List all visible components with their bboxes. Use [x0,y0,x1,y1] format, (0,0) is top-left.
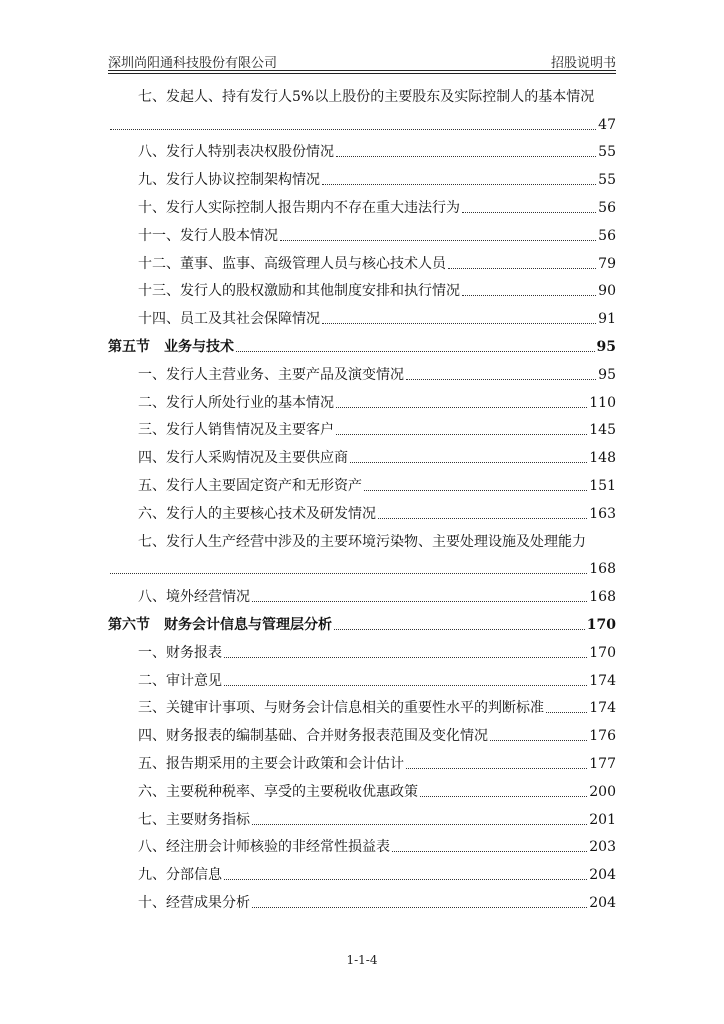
toc-entry-page: 168 [589,589,616,606]
toc-dot-leader [336,156,596,157]
toc-dot-leader [336,434,587,435]
toc-dot-leader [252,824,587,825]
toc-entry-page: 55 [598,144,616,161]
toc-entry-page: 174 [589,700,616,717]
toc-dot-leader [462,295,596,296]
toc-entry-title: 七、发行人生产经营中涉及的主要环境污染物、主要处理设施及处理能力 [138,533,586,550]
page-number: 1-1-4 [346,953,378,967]
toc-entry-page: 174 [589,672,616,689]
toc-dot-leader [110,573,587,574]
toc-entry-title: 十、发行人实际控制人报告期内不存在重大违法行为 [138,199,460,216]
toc-entry-page: 56 [598,227,616,244]
toc-entry-page: 145 [589,422,616,439]
toc-dot-leader [420,796,587,797]
toc-entry-title: 三、关键审计事项、与财务会计信息相关的重要性水平的判断标准 [138,700,544,717]
toc-entry-title: 六、发行人的主要核心技术及研发情况 [138,505,376,522]
toc-entry-page: 47 [598,116,616,133]
toc-entry[interactable] [108,666,616,694]
table-of-contents [108,82,616,916]
toc-entry-title: 一、财务报表 [138,644,222,661]
toc-entry[interactable] [108,805,616,833]
toc-entry-title: 第五节 业务与技术 [108,338,234,355]
toc-entry-title: 七、发起人、持有发行人5%以上股份的主要股东及实际控制人的基本情况 [138,88,595,105]
toc-entry[interactable] [108,249,616,277]
toc-dot-leader [224,685,587,686]
toc-entry-title: 三、发行人销售情况及主要客户 [138,422,334,439]
toc-entry-title: 七、主要财务指标 [138,811,250,828]
toc-dot-leader [236,351,595,352]
toc-entry-page: 79 [598,255,616,272]
toc-entry-title: 一、发行人主营业务、主要产品及演变情况 [138,366,404,383]
toc-entry[interactable] [108,471,616,499]
toc-entry[interactable] [108,694,616,722]
toc-entry-title: 十、经营成果分析 [138,894,250,911]
toc-dot-leader [490,740,587,741]
toc-entry-page: 163 [589,505,616,522]
toc-entry-title: 四、财务报表的编制基础、合并财务报表范围及变化情况 [138,728,488,745]
toc-entry[interactable] [108,527,616,583]
toc-entry[interactable] [108,582,616,610]
toc-entry-title: 十一、发行人股本情况 [138,227,278,244]
toc-entry[interactable] [108,833,616,861]
toc-entry-page: 176 [589,728,616,745]
toc-entry-title: 五、发行人主要固定资产和无形资产 [138,477,362,494]
toc-entry[interactable] [108,443,616,471]
toc-dot-leader [462,212,596,213]
toc-entry-title: 八、境外经营情况 [138,589,250,606]
toc-dot-leader [252,601,587,602]
toc-entry[interactable] [108,277,616,305]
toc-entry-title: 八、发行人特别表决权股份情况 [138,144,334,161]
toc-entry-page: 177 [589,755,616,772]
toc-entry-page: 204 [589,894,616,911]
toc-entry-page: 204 [589,867,616,884]
toc-dot-leader [448,268,596,269]
toc-dot-leader [110,129,596,130]
toc-entry[interactable] [108,304,616,332]
toc-dot-leader [322,184,596,185]
toc-entry[interactable] [108,360,616,388]
toc-section-entry[interactable] [108,332,616,360]
toc-entry[interactable] [108,638,616,666]
toc-entry-page: 55 [598,172,616,189]
document-title: 招股说明书 [550,56,616,71]
toc-entry[interactable] [108,499,616,527]
toc-entry-page: 95 [598,366,616,383]
toc-entry[interactable] [108,860,616,888]
page-header [108,50,616,70]
toc-entry-page: 91 [598,311,616,328]
toc-dot-leader [252,907,587,908]
toc-dot-leader [280,240,596,241]
toc-entry-title: 二、审计意见 [138,672,222,689]
toc-entry[interactable] [108,888,616,916]
toc-dot-leader [350,462,587,463]
toc-dot-leader [336,407,587,408]
header-rule-thick [108,70,616,71]
toc-entry-page: 110 [589,394,616,411]
toc-entry-page: 168 [589,561,616,578]
toc-entry-page: 203 [589,839,616,856]
toc-entry-title: 十四、员工及其社会保障情况 [138,311,320,328]
toc-entry[interactable] [108,82,616,138]
toc-entry-page: 201 [589,811,616,828]
toc-entry-page: 95 [596,338,616,355]
toc-entry[interactable] [108,416,616,444]
toc-entry[interactable] [108,221,616,249]
toc-entry-title: 四、发行人采购情况及主要供应商 [138,450,348,467]
toc-entry[interactable] [108,193,616,221]
toc-dot-leader [224,879,587,880]
toc-entry-page: 151 [589,477,616,494]
toc-dot-leader [392,851,587,852]
toc-dot-leader [334,629,585,630]
toc-dot-leader [364,490,587,491]
toc-dot-leader [378,518,587,519]
toc-entry[interactable] [108,388,616,416]
toc-entry-title: 八、经注册会计师核验的非经常性损益表 [138,839,390,856]
toc-entry[interactable] [108,777,616,805]
toc-entry-title: 五、报告期采用的主要会计政策和会计估计 [138,755,404,772]
toc-entry-page: 148 [589,450,616,467]
toc-entry-page: 90 [598,283,616,300]
toc-dot-leader [406,768,587,769]
toc-entry[interactable] [108,138,616,166]
toc-entry[interactable] [108,749,616,777]
toc-entry-page: 170 [586,616,616,633]
toc-section-entry[interactable] [108,610,616,638]
header-rule-thin [108,73,616,74]
toc-dot-leader [322,323,596,324]
toc-entry[interactable] [108,721,616,749]
toc-entry-title: 二、发行人所处行业的基本情况 [138,394,334,411]
toc-entry[interactable] [108,165,616,193]
toc-dot-leader [224,657,587,658]
toc-entry-title: 六、主要税种税率、享受的主要税收优惠政策 [138,783,418,800]
toc-entry-page: 200 [589,783,616,800]
toc-entry-title: 九、分部信息 [138,867,222,884]
toc-dot-leader [546,712,587,713]
toc-entry-page: 56 [598,199,616,216]
company-name: 深圳尚阳通科技股份有限公司 [108,56,278,71]
toc-entry-title: 第六节 财务会计信息与管理层分析 [108,616,332,633]
toc-entry-title: 十二、董事、监事、高级管理人员与核心技术人员 [138,255,446,272]
toc-entry-page: 170 [589,644,616,661]
toc-entry-title: 十三、发行人的股权激励和其他制度安排和执行情况 [138,283,460,300]
toc-dot-leader [406,379,596,380]
toc-entry-title: 九、发行人协议控制架构情况 [138,172,320,189]
